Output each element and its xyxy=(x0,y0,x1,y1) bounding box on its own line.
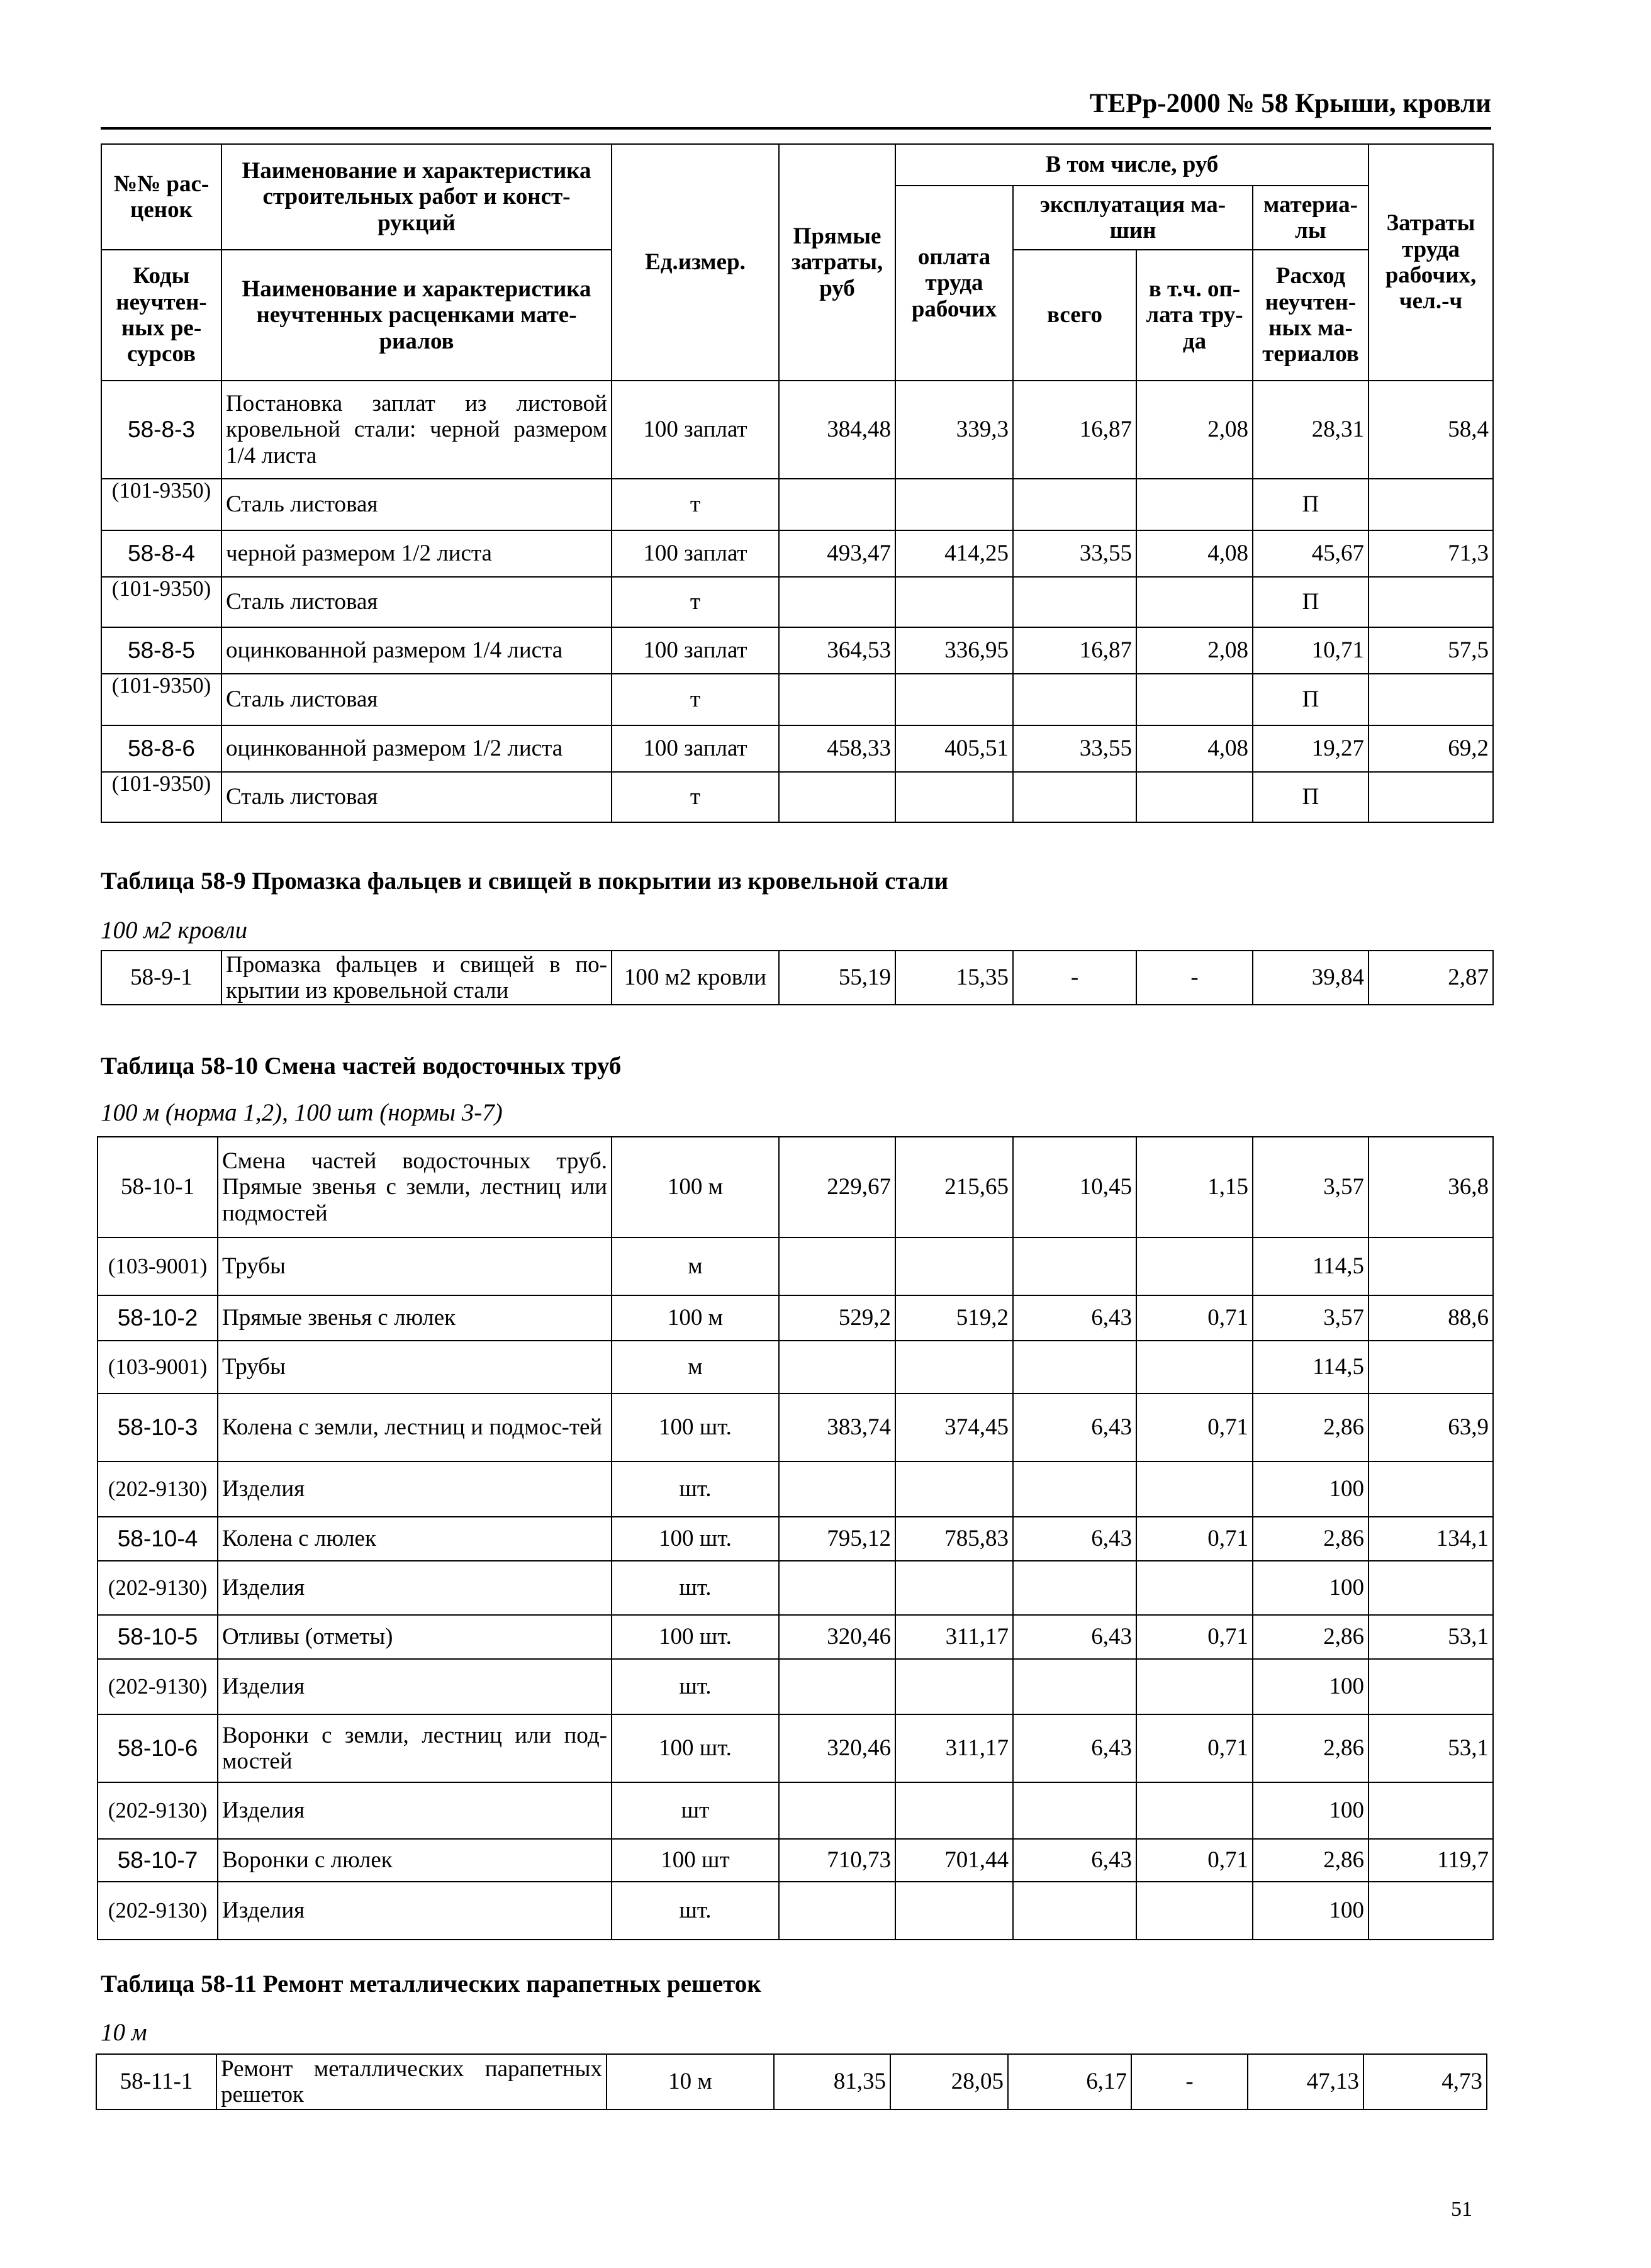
table-cell: (103-9001) xyxy=(98,1237,218,1295)
table-cell: (101-9350) xyxy=(101,772,221,822)
table-cell: 100 шт. xyxy=(612,1394,779,1461)
table-cell xyxy=(1136,772,1253,822)
table-58-10-unit: 100 м (норма 1,2), 100 шт (нормы 3-7) xyxy=(101,1099,503,1126)
table-cell xyxy=(1368,674,1493,725)
table-cell xyxy=(1013,674,1136,725)
table-cell: 71,3 xyxy=(1368,530,1493,577)
table-cell xyxy=(1013,1782,1136,1839)
table-cell: 10,45 xyxy=(1013,1137,1136,1237)
table-cell: 320,46 xyxy=(779,1615,895,1659)
table-cell: 2,87 xyxy=(1368,951,1493,1005)
table-cell: (202-9130) xyxy=(98,1659,218,1714)
resource-row xyxy=(101,674,1493,725)
table-cell: 6,43 xyxy=(1013,1839,1136,1882)
table-cell xyxy=(1013,1237,1136,1295)
table-cell: Воронки с люлек xyxy=(218,1839,612,1882)
table-cell: Трубы xyxy=(218,1341,612,1394)
table-cell: 19,27 xyxy=(1253,725,1368,772)
table-cell xyxy=(895,1782,1013,1839)
table-cell xyxy=(1368,1882,1493,1940)
resource-row xyxy=(101,772,1493,822)
table-cell: 405,51 xyxy=(895,725,1013,772)
table-cell: 28,31 xyxy=(1253,381,1368,479)
table-cell: 795,12 xyxy=(779,1517,895,1561)
table-cell: 215,65 xyxy=(895,1137,1013,1237)
table-cell: Колена с земли, лестниц и подмос-тей xyxy=(218,1394,612,1461)
table-cell xyxy=(1368,772,1493,822)
table-cell: Сталь листовая xyxy=(221,674,612,725)
page-header-title: ТЕРр-2000 № 58 Крыши, кровли xyxy=(1089,89,1491,118)
table-cell xyxy=(779,674,895,725)
table-cell: 16,87 xyxy=(1013,627,1136,674)
table-cell: 55,19 xyxy=(779,951,895,1005)
table-cell: 519,2 xyxy=(895,1295,1013,1341)
table-cell: 88,6 xyxy=(1368,1295,1493,1341)
table-cell: 0,71 xyxy=(1136,1295,1253,1341)
table-cell: (103-9001) xyxy=(98,1341,218,1394)
table-cell: 53,1 xyxy=(1368,1615,1493,1659)
table-cell: шт. xyxy=(612,1882,779,1940)
table-58-10 xyxy=(97,1136,1494,1940)
table-cell xyxy=(1013,1882,1136,1940)
table-row xyxy=(101,627,1493,674)
table-cell xyxy=(895,1882,1013,1940)
table-cell: 710,73 xyxy=(779,1839,895,1882)
table-cell: - xyxy=(1131,2054,1248,2109)
table-cell: 58,4 xyxy=(1368,381,1493,479)
page-header xyxy=(101,88,1491,130)
table-cell: 58-10-1 xyxy=(98,1137,218,1237)
table-cell xyxy=(779,1237,895,1295)
col-header-machines: эксплуатация ма-шин xyxy=(1013,186,1253,250)
table-cell xyxy=(1368,1561,1493,1615)
table-cell xyxy=(1368,1237,1493,1295)
table-cell xyxy=(895,1561,1013,1615)
table-cell xyxy=(1136,1341,1253,1394)
table-cell xyxy=(779,772,895,822)
table-cell: 45,67 xyxy=(1253,530,1368,577)
table-row xyxy=(98,1295,1493,1341)
table-cell: 53,1 xyxy=(1368,1714,1493,1782)
table-cell xyxy=(895,1461,1013,1517)
table-cell: 57,5 xyxy=(1368,627,1493,674)
resource-row xyxy=(98,1461,1493,1517)
resource-row xyxy=(98,1782,1493,1839)
table-cell: 16,87 xyxy=(1013,381,1136,479)
table-cell: 383,74 xyxy=(779,1394,895,1461)
table-cell: т xyxy=(612,674,779,725)
table-cell xyxy=(1368,577,1493,627)
table-58-10-title: Таблица 58-10 Смена частей водосточных труб xyxy=(101,1053,622,1080)
table-cell: 100 xyxy=(1253,1882,1368,1940)
table-cell: (101-9350) xyxy=(101,674,221,725)
table-cell: 311,17 xyxy=(895,1714,1013,1782)
resource-row xyxy=(98,1561,1493,1615)
table-cell: 58-8-5 xyxy=(101,627,221,674)
table-cell xyxy=(1136,1782,1253,1839)
table-cell: П xyxy=(1253,479,1368,530)
table-cell: 6,17 xyxy=(1008,2054,1131,2109)
table-cell xyxy=(895,772,1013,822)
table-cell xyxy=(779,1782,895,1839)
table-cell: Ремонт металлических парапетных решеток xyxy=(216,2054,607,2109)
table-cell: 100 шт xyxy=(612,1839,779,1882)
table-cell xyxy=(1013,1461,1136,1517)
col-header-unit: Ед.измер. xyxy=(612,144,779,381)
table-cell: 100 xyxy=(1253,1461,1368,1517)
table-cell: 785,83 xyxy=(895,1517,1013,1561)
table-row xyxy=(98,1615,1493,1659)
table-cell: 28,05 xyxy=(890,2054,1008,2109)
col-header-machines-total: всего xyxy=(1013,250,1136,381)
table-cell: 10,71 xyxy=(1253,627,1368,674)
table-cell: Сталь листовая xyxy=(221,772,612,822)
table-cell: 114,5 xyxy=(1253,1341,1368,1394)
table-cell: 100 шт. xyxy=(612,1714,779,1782)
table-cell: черной размером 1/2 листа xyxy=(221,530,612,577)
resource-row xyxy=(101,479,1493,530)
table-cell: оцинкованной размером 1/2 листа xyxy=(221,725,612,772)
table-cell xyxy=(895,1237,1013,1295)
table-cell xyxy=(779,479,895,530)
table-row xyxy=(98,1137,1493,1237)
table-cell: 114,5 xyxy=(1253,1237,1368,1295)
table-cell xyxy=(1013,1341,1136,1394)
table-cell: 100 м2 кровли xyxy=(612,951,779,1005)
table-cell: 134,1 xyxy=(1368,1517,1493,1561)
table-cell: 100 заплат xyxy=(612,725,779,772)
table-cell: 81,35 xyxy=(774,2054,890,2109)
table-cell: 58-10-5 xyxy=(98,1615,218,1659)
table-cell: 100 xyxy=(1253,1561,1368,1615)
table-cell: 2,08 xyxy=(1136,627,1253,674)
page-number: 51 xyxy=(1451,2198,1472,2221)
table-cell: 1,15 xyxy=(1136,1137,1253,1237)
table-cell xyxy=(1013,577,1136,627)
table-cell: 339,3 xyxy=(895,381,1013,479)
table-cell: 100 м xyxy=(612,1137,779,1237)
table-58-9-unit: 100 м2 кровли xyxy=(101,917,248,944)
table-cell: 100 заплат xyxy=(612,381,779,479)
table-cell: Изделия xyxy=(218,1782,612,1839)
table-cell: 2,08 xyxy=(1136,381,1253,479)
table-cell: Смена частей водосточных труб. Прямые звенья с земли, лестниц или подмостей xyxy=(218,1137,612,1237)
col-header-wage: оплата труда рабочих xyxy=(895,186,1013,381)
col-header-name-top: Наименование и характеристика строительных работ и конст-рукций xyxy=(221,144,612,250)
table-cell: 58-9-1 xyxy=(101,951,221,1005)
table-cell xyxy=(779,577,895,627)
col-header-direct: Прямые затраты, руб xyxy=(779,144,895,381)
table-cell: 100 м xyxy=(612,1295,779,1341)
table-cell: т xyxy=(612,577,779,627)
table-row xyxy=(101,951,1493,1005)
col-header-including: В том числе, руб xyxy=(895,144,1368,186)
table-cell: 2,86 xyxy=(1253,1394,1368,1461)
table-cell: 47,13 xyxy=(1248,2054,1363,2109)
table-cell: 6,43 xyxy=(1013,1295,1136,1341)
table-cell: шт. xyxy=(612,1659,779,1714)
table-cell xyxy=(779,1659,895,1714)
table-cell: 4,08 xyxy=(1136,725,1253,772)
table-cell: 311,17 xyxy=(895,1615,1013,1659)
table-cell: 39,84 xyxy=(1253,951,1368,1005)
col-header-machines-wage: в т.ч. оп-лата тру-да xyxy=(1136,250,1253,381)
table-cell: (202-9130) xyxy=(98,1561,218,1615)
table-cell xyxy=(1368,1341,1493,1394)
table-cell: 100 xyxy=(1253,1659,1368,1714)
table-cell: 58-8-4 xyxy=(101,530,221,577)
table-cell: 119,7 xyxy=(1368,1839,1493,1882)
table-cell: Изделия xyxy=(218,1461,612,1517)
table-cell: 36,8 xyxy=(1368,1137,1493,1237)
table-cell: 364,53 xyxy=(779,627,895,674)
table-row xyxy=(98,1394,1493,1461)
table-cell xyxy=(1136,1561,1253,1615)
table-cell: 100 шт. xyxy=(612,1517,779,1561)
table-row xyxy=(101,725,1493,772)
table-cell: т xyxy=(612,479,779,530)
table-cell: 100 заплат xyxy=(612,530,779,577)
table-cell: 4,08 xyxy=(1136,530,1253,577)
table-cell xyxy=(1136,1461,1253,1517)
table-cell xyxy=(895,577,1013,627)
table-cell: 384,48 xyxy=(779,381,895,479)
col-header-materials-consumption: Расход неучтен-ных ма-териалов xyxy=(1253,250,1368,381)
table-cell: 33,55 xyxy=(1013,530,1136,577)
table-58-9-title: Таблица 58-9 Промазка фальцев и свищей в покрытии из кровельной стали xyxy=(101,868,949,895)
table-cell xyxy=(1136,479,1253,530)
table-cell: 529,2 xyxy=(779,1295,895,1341)
col-header-name-bottom: Наименование и характеристика неучтенных расценками мате-риалов xyxy=(221,250,612,381)
table-cell: Изделия xyxy=(218,1659,612,1714)
table-cell xyxy=(895,479,1013,530)
table-cell: шт xyxy=(612,1782,779,1839)
table-cell xyxy=(779,1341,895,1394)
table-cell: Изделия xyxy=(218,1561,612,1615)
table-cell: 414,25 xyxy=(895,530,1013,577)
table-cell: 33,55 xyxy=(1013,725,1136,772)
table-cell: Промазка фальцев и свищей в по-крытии из кровельной стали xyxy=(221,951,612,1005)
table-cell xyxy=(779,1461,895,1517)
table-cell: Сталь листовая xyxy=(221,577,612,627)
table-cell xyxy=(1013,479,1136,530)
resource-row xyxy=(98,1882,1493,1940)
table-cell: 0,71 xyxy=(1136,1517,1253,1561)
table-cell: 100 заплат xyxy=(612,627,779,674)
table-cell: 63,9 xyxy=(1368,1394,1493,1461)
resource-row xyxy=(98,1237,1493,1295)
table-cell: 701,44 xyxy=(895,1839,1013,1882)
table-cell: 2,86 xyxy=(1253,1615,1368,1659)
table-cell: 69,2 xyxy=(1368,725,1493,772)
table-cell xyxy=(1013,1659,1136,1714)
table-cell: (101-9350) xyxy=(101,479,221,530)
table-cell: 0,71 xyxy=(1136,1394,1253,1461)
resource-row xyxy=(98,1341,1493,1394)
table-cell: 58-10-3 xyxy=(98,1394,218,1461)
table-cell: 3,57 xyxy=(1253,1137,1368,1237)
table-cell xyxy=(1136,1882,1253,1940)
table-cell: П xyxy=(1253,674,1368,725)
table-cell xyxy=(1136,674,1253,725)
table-cell: 336,95 xyxy=(895,627,1013,674)
table-row xyxy=(101,381,1493,479)
table-cell: 2,86 xyxy=(1253,1714,1368,1782)
table-cell: - xyxy=(1013,951,1136,1005)
table-cell: 10 м xyxy=(607,2054,774,2109)
table-cell xyxy=(895,1659,1013,1714)
table-cell: Колена с люлек xyxy=(218,1517,612,1561)
col-header-code-bottom: Коды неучтен-ных ре-сурсов xyxy=(101,250,221,381)
table-cell: П xyxy=(1253,577,1368,627)
table-cell: 229,67 xyxy=(779,1137,895,1237)
table-cell: 58-10-7 xyxy=(98,1839,218,1882)
table-cell: Изделия xyxy=(218,1882,612,1940)
table-cell xyxy=(1136,1237,1253,1295)
table-cell: м xyxy=(612,1341,779,1394)
table-cell: 58-8-3 xyxy=(101,381,221,479)
table-cell xyxy=(1013,1561,1136,1615)
table-cell: 58-8-6 xyxy=(101,725,221,772)
table-cell: 58-11-1 xyxy=(96,2054,216,2109)
table-cell: (202-9130) xyxy=(98,1782,218,1839)
col-header-materials: материа-лы xyxy=(1253,186,1368,250)
table-58-11-unit: 10 м xyxy=(101,2019,147,2046)
table-58-9 xyxy=(101,950,1494,1005)
table-cell: Постановка заплат из листовой кровельной стали: черной размером 1/4 листа xyxy=(221,381,612,479)
table-cell: (202-9130) xyxy=(98,1461,218,1517)
table-cell: 6,43 xyxy=(1013,1394,1136,1461)
table-cell: 6,43 xyxy=(1013,1615,1136,1659)
table-cell: 0,71 xyxy=(1136,1615,1253,1659)
table-cell: 0,71 xyxy=(1136,1714,1253,1782)
table-cell: 58-10-4 xyxy=(98,1517,218,1561)
table-cell xyxy=(1368,479,1493,530)
table-cell: 15,35 xyxy=(895,951,1013,1005)
table-cell: 458,33 xyxy=(779,725,895,772)
table-cell xyxy=(1368,1782,1493,1839)
table-cell: т xyxy=(612,772,779,822)
table-cell: Трубы xyxy=(218,1237,612,1295)
table-row xyxy=(98,1714,1493,1782)
table-cell: 2,86 xyxy=(1253,1839,1368,1882)
table-cell xyxy=(895,1341,1013,1394)
table-cell xyxy=(1136,577,1253,627)
table-cell: 493,47 xyxy=(779,530,895,577)
table-cell: (202-9130) xyxy=(98,1882,218,1940)
table-cell xyxy=(895,674,1013,725)
table-row xyxy=(98,1517,1493,1561)
table-cell: 374,45 xyxy=(895,1394,1013,1461)
table-cell: - xyxy=(1136,951,1253,1005)
table-cell: 2,86 xyxy=(1253,1517,1368,1561)
table-cell: м xyxy=(612,1237,779,1295)
table-cell: 4,73 xyxy=(1363,2054,1487,2109)
table-cell: 6,43 xyxy=(1013,1517,1136,1561)
table-cell: шт. xyxy=(612,1461,779,1517)
table-cell: шт. xyxy=(612,1561,779,1615)
table-cell xyxy=(1013,772,1136,822)
table-row xyxy=(98,1839,1493,1882)
table-58-8 xyxy=(101,143,1494,823)
table-cell: 58-10-2 xyxy=(98,1295,218,1341)
table-58-11 xyxy=(96,2053,1487,2110)
table-cell: 100 шт. xyxy=(612,1615,779,1659)
table-cell xyxy=(1368,1659,1493,1714)
table-cell: (101-9350) xyxy=(101,577,221,627)
table-row xyxy=(101,530,1493,577)
table-cell: 3,57 xyxy=(1253,1295,1368,1341)
table-58-11-title: Таблица 58-11 Ремонт металлических парапетных решеток xyxy=(101,1970,761,1997)
table-cell xyxy=(1136,1659,1253,1714)
table-cell: П xyxy=(1253,772,1368,822)
resource-row xyxy=(98,1659,1493,1714)
table-cell: Отливы (отметы) xyxy=(218,1615,612,1659)
table-cell xyxy=(779,1561,895,1615)
col-header-code-top: №№ рас-ценок xyxy=(101,144,221,250)
table-cell: 6,43 xyxy=(1013,1714,1136,1782)
table-cell: Прямые звенья с люлек xyxy=(218,1295,612,1341)
table-cell: 320,46 xyxy=(779,1714,895,1782)
table-cell: 100 xyxy=(1253,1782,1368,1839)
table-cell: Сталь листовая xyxy=(221,479,612,530)
table-cell xyxy=(1368,1461,1493,1517)
table-cell xyxy=(779,1882,895,1940)
table-row xyxy=(96,2054,1487,2109)
table-cell: оцинкованной размером 1/4 листа xyxy=(221,627,612,674)
table-cell: 58-10-6 xyxy=(98,1714,218,1782)
resource-row xyxy=(101,577,1493,627)
table-cell: 0,71 xyxy=(1136,1839,1253,1882)
table-cell: Воронки с земли, лестниц или под-мостей xyxy=(218,1714,612,1782)
col-header-labor: Затраты труда рабочих, чел.-ч xyxy=(1368,144,1493,381)
